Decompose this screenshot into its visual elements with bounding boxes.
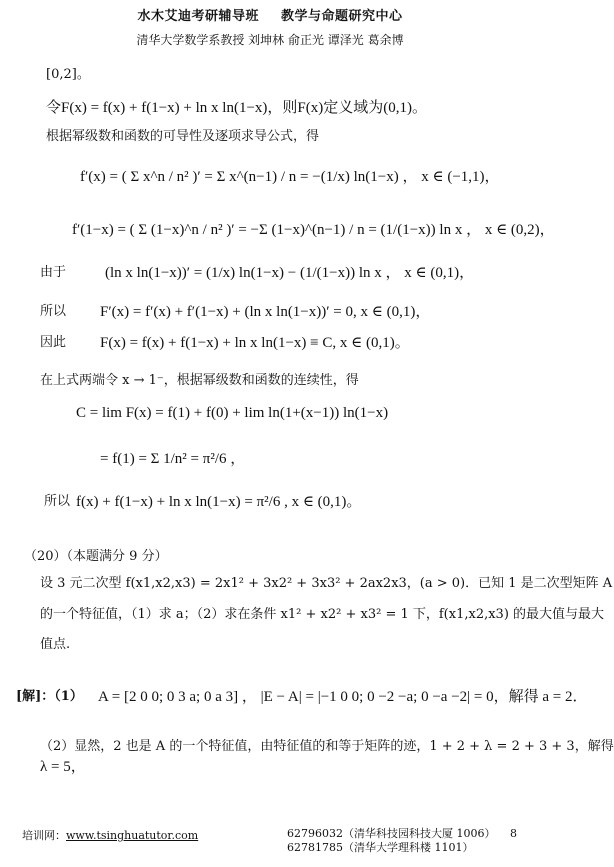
- formula-F-prime-text: F′(x) = f′(x) + f′(1−x) + (ln x ln(1−x))′ = 0, x ∈ (0,1)，: [100, 304, 431, 320]
- line-derivative-intro: 根据幂级数和函数的可导性及逐项求导公式，得: [46, 129, 320, 144]
- footer-site-link[interactable]: www.tsinghuatutor.com: [66, 829, 199, 842]
- problem-20-statement-1: 设 3 元二次型 f(x1,x2,x3) = 2x1² + 3x2² + 3x3² + 2ax2x3，(a > 0)．已知 1 是二次型矩阵 A: [40, 576, 613, 591]
- formula-f1-value: [100, 450, 245, 469]
- formula-f1-value-text: = f(1) = Σ 1/n² = π²/6 ，: [100, 451, 246, 467]
- solution-lambda: [40, 758, 86, 777]
- problem-20-statement-2: 的一个特征值，（1）求 a；（2）求在条件 x1² + x2² + x3² = 1 下，f(x1,x2,x3) 的最大值与最大: [40, 607, 605, 622]
- problem-20-heading: （20）（本题满分 9 分）: [24, 549, 168, 564]
- header-left: 水木艾迪考研辅导班: [137, 9, 259, 24]
- footer-site-label: 培训网：: [22, 829, 66, 842]
- solution-lambda-text: λ = 5，: [40, 759, 86, 775]
- footer-contact-1: 62796032（清华科技园科技大厦 1006）: [287, 827, 496, 840]
- formula-lnx-derivative: [105, 264, 474, 283]
- label-therefore-2: 所以: [44, 494, 71, 509]
- page-header-title: [0, 5, 540, 24]
- solution-part-1-formula-text: A = [2 0 0; 0 3 a; 0 a 3] ， |E − A| = |−1 0 0; 0 −2 −a; 0 −a −2| = 0，解得 a = 2．: [98, 689, 588, 705]
- footer-contacts: [287, 827, 495, 855]
- line-limit-intro: 在上式两端令 x → 1⁻，根据幂级数和函数的连续性，得: [40, 373, 359, 388]
- line-hence: [40, 334, 66, 352]
- line-therefore-2: [44, 493, 70, 511]
- formula-f-prime-1-minus-x: [72, 221, 555, 240]
- formula-f-prime-1-minus-x-text: f′(1−x) = ( Σ (1−x)^n / n² )′ = −Σ (1−x)^(n−1) / n = (1/(1−x)) ln x ， x ∈ (0,2)，: [72, 222, 555, 238]
- label-therefore-1: 所以: [40, 304, 67, 319]
- formula-lnx-derivative-text: (ln x ln(1−x))′ = (1/x) ln(1−x) − (1/(1−x)) ln x ， x ∈ (0,1)，: [105, 265, 475, 281]
- page-number: 8: [510, 827, 517, 840]
- footer-site: [22, 827, 198, 843]
- solution-part-1: [16, 688, 83, 706]
- line-since: [40, 264, 66, 282]
- formula-f-prime: [80, 168, 500, 187]
- footer-contact-2: 62781785（清华大学理科楼 1101）: [287, 841, 474, 854]
- formula-final-identity-text: f(x) + f(1−x) + ln x ln(1−x) = π²/6 , x ∈ (0,1)。: [76, 494, 362, 510]
- formula-C-limit-text: C = lim F(x) = f(1) + f(0) + lim ln(1+(x−1)) ln(1−x): [76, 405, 389, 421]
- line-definition-F: [46, 99, 427, 118]
- page-header-authors: 清华大学数学系教授 刘坤林 俞正光 谭泽光 葛余博: [136, 33, 404, 47]
- line-interval: [0,2]。: [46, 67, 90, 82]
- formula-final-identity: [76, 493, 361, 512]
- label-since: 由于: [40, 265, 67, 280]
- line-therefore-1: [40, 303, 66, 321]
- solution-label: [解]：（1）: [16, 689, 83, 704]
- formula-F-prime: [100, 303, 430, 322]
- formula-F-constant-text: F(x) = f(x) + f(1−x) + ln x ln(1−x) ≡ C, x ∈ (0,1)。: [100, 335, 410, 351]
- problem-20-statement-3: 值点.: [40, 637, 71, 652]
- formula-F-constant: [100, 334, 410, 353]
- formula-C-limit: [76, 404, 388, 423]
- label-hence: 因此: [40, 335, 67, 350]
- header-right: 教学与命题研究中心: [281, 9, 403, 24]
- line-definition-F-text: 令F(x) = f(x) + f(1−x) + ln x ln(1−x)，则F(x)定义域为(0,1)。: [46, 100, 427, 116]
- solution-part-1-formula: [98, 688, 587, 707]
- solution-part-2: （2）显然，2 也是 A 的一个特征值，由特征值的和等于矩阵的迹，1 + 2 + λ = 2 + 3 + 3，解得: [40, 739, 614, 754]
- formula-f-prime-text: f′(x) = ( Σ x^n / n² )′ = Σ x^(n−1) / n = −(1/x) ln(1−x) ， x ∈ (−1,1)，: [80, 169, 500, 185]
